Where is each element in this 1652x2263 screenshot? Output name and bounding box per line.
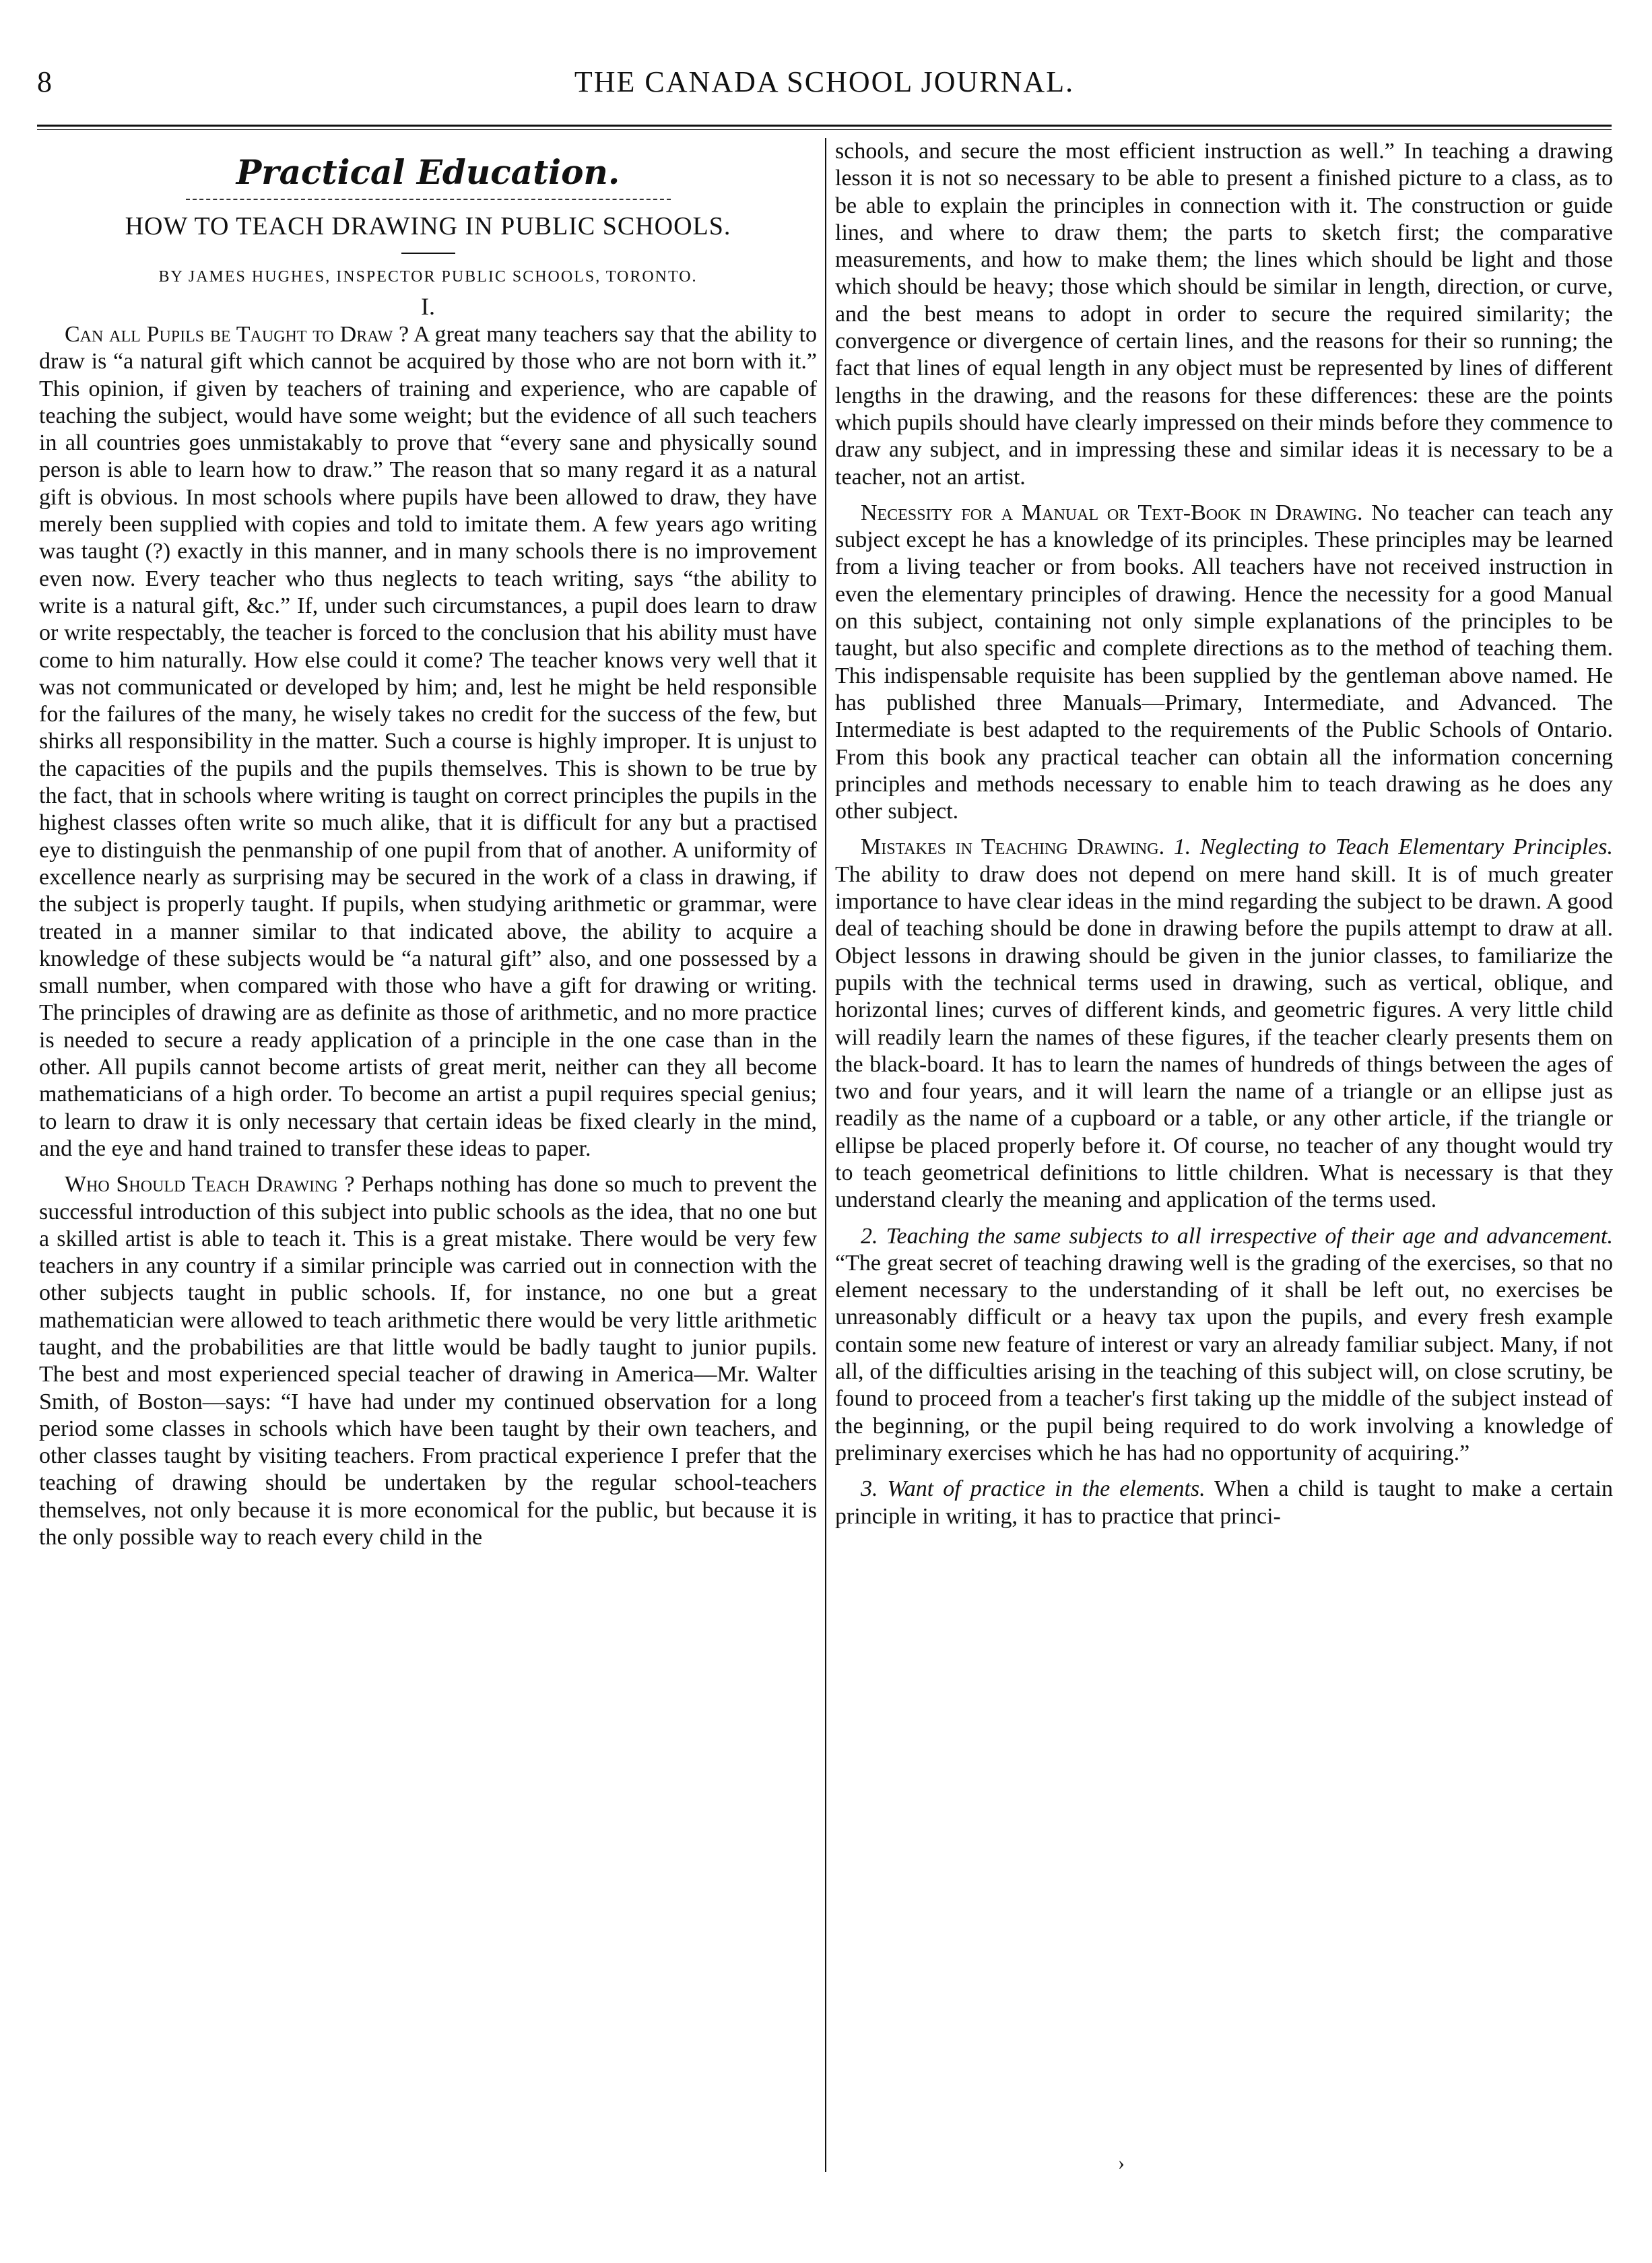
paragraph-body: “The great secret of teaching drawing well is the grading of the exercises, so that no element necessary to the understanding of it shall be left out, no exercises be unreasonably difficult or a heavy tax upon the pupils, and every fresh example contain some new feature of interest or vary an already familiar subject. Many, if not all, of the difficulties arising in the teaching of this subject will, on close scrutiny, be found to proceed from a teacher's first taking up the middle of the subject instead of the beginning, or the pupil being required to do work involving a knowledge of preliminary exercises which he has had no opportunity of acquiring.” — [835, 1250, 1613, 1466]
page-number: 8 — [37, 65, 53, 98]
paragraph-continued — [835, 138, 1613, 491]
left-column — [39, 138, 817, 1551]
journal-title: THE CANADA SCHOOL JOURNAL. — [574, 65, 1075, 98]
right-column — [835, 138, 1613, 1530]
article-part: I. — [421, 293, 435, 320]
article-title: HOW TO TEACH DRAWING IN PUBLIC SCHOOLS. — [125, 212, 731, 240]
header-rule — [37, 125, 1612, 127]
paragraph-mistakes — [835, 834, 1613, 1214]
paragraph-lead: Mistakes in Teaching Drawing. — [861, 834, 1165, 860]
paragraph-lead: Who Should Teach Drawing ? — [65, 1172, 355, 1198]
paragraph-want-of-practice — [835, 1476, 1613, 1530]
section-heading: Practical Education. — [236, 152, 620, 192]
page-header — [37, 65, 1612, 112]
print-mark: › — [1118, 2152, 1125, 2174]
article-byline: BY JAMES HUGHES, INSPECTOR PUBLIC SCHOOLS, TORONTO. — [158, 268, 698, 286]
paragraph-body: schools, and secure the most efficient instruction as well.” In teaching a drawing lesson it is not so necessary to be able to present a finished picture to a class, as to be able to explain the principles in connection with it. The construction or guide lines, and where to draw them; the parts to sketch first; the comparative measurements, and how to make them; the lines which should be light and those which should be heavy; those which should be similar in length, direction, or curve, and the best means to adopt in order to secure the required similarity; the convergence or divergence of certain lines, and the reasons for their so running; the fact that lines of equal length in any object must be represented by lines of different lengths in the drawing, and the reasons for these differences: these are the points which pupils should have clearly impressed on their minds before they commence to draw any subject, and in impressing these and similar ideas it is necessary to be a teacher, not an artist. — [835, 139, 1613, 490]
paragraph-lead: Can all Pupils be Taught to Draw ? — [65, 322, 409, 347]
paragraph-subhead: 1. Neglecting to Teach Elementary Principles. — [1164, 834, 1613, 860]
paragraph-body: A great many teachers say that the ability to draw is “a natural gift which cannot be acquired by those who are not born with it.” This opinion, if given by teachers of training and experience, who are capable of teaching the subject, would have some weight; but the evidence of all such teachers in all countries goes unmistakably to prove that “every sane and physically sound person is able to learn how to draw.” The reason that so many regard it as a natural gift is obvious. In most schools where pupils have been allowed to draw, they have merely been supplied with copies and told to imitate them. A few years ago writing was taught (?) exactly in this manner, and in many schools there is no improvement even now. Every teacher who thus neglects to teach writing, says “the ability to write is a natural gift, &c.” If, under such circumstances, a pupil does learn to draw or write respectably, the teacher is forced to the conclusion that his ability must have come to him naturally. How else could it come? The teacher knows very well that it was not communicated or developed by him; and, lest he might be held responsible for the failures of the many, he wisely takes no credit for the success of the few, but shirks all responsibility in the matter. Such a course is highly improper. It is unjust to the capacities of the pupils and the pupils themselves. This is shown to be true by the fact, that in schools where writing is taught on correct principles the pupils in the highest classes often write so much alike, that it is difficult for any but a practised eye to distinguish the penmanship of one pupil from that of another. A uniformity of excellence nearly as surprising may be secured in the work of a class in drawing, if the subject is properly taught. If pupils, when studying arithmetic or grammar, were treated in a manner similar to that indicated above, the ability to acquire a knowledge of these subjects would be “a natural gift” also, and one possessed by a small number, when compared with those who have a gift for drawing or writing. The principles of drawing are as definite as those of arithmetic, and no more practice is needed to secure a ready application of a principle in the one case than in the other. All pupils cannot become artists of great merit, neither can they all become mathematicians of a high order. To become an artist a pupil requires special genius; to learn to draw it is only necessary that certain ideas be fixed clearly in the mind, and the eye and hand trained to transfer these ideas to paper. — [39, 322, 817, 1161]
header-rule-thin — [37, 129, 1612, 130]
section-rule — [186, 199, 671, 200]
title-rule — [401, 253, 455, 254]
paragraph-body: Perhaps nothing has done so much to prevent the successful introduction of this subject into public schools as the idea, that no one but a skilled artist is able to teach it. This is a great mistake. There would be very few teachers in any country if a similar principle was carried out in connection with the other subjects taught in public schools. If, for instance, no one but a great mathematician were allowed to teach arithmetic there would be very little arithmetic taught, and the probabilities are that little would be badly taught to junior pupils. The best and most experienced special teacher of drawing in America—Mr. Walter Smith, of Boston—says: “I have had under my continued observation for a long period some classes in schools which have been taught by their own teachers, and other classes taught by visiting teachers. From practical experience I prefer that the teaching of drawing should be undertaken by the regular school-teachers themselves, not only because it is more economical for the public, but because it is the only possible way to reach every child in the — [39, 1172, 818, 1550]
paragraph-body: No teacher can teach any subject except he has a knowledge of its principles. These principles may be learned from a living teacher or from books. All teachers have not received instruction in even the elementary principles of drawing. Hence the necessity for a good Manual on this subject, containing not only simple explanations of the principles to be taught, but also specific and complete directions as to the method of teaching them. This indispensable requisite has been supplied by the gentleman above named. He has published three Manuals—Primary, Intermediate, and Advanced. The Intermediate is best adapted to the requirements of the Public Schools of Ontario. From this book any practical teacher can obtain all the information concerning principles and methods necessary to enable him to teach drawing as he does any other subject. — [835, 500, 1613, 824]
paragraph-body: When a child is taught to make a certain principle in writing, it has to practice that princi- — [835, 1476, 1613, 1529]
paragraph-same-subjects — [835, 1223, 1613, 1468]
paragraph-who-should-teach — [39, 1171, 817, 1551]
column-divider — [825, 138, 826, 2172]
paragraph-subhead: 2. Teaching the same subjects to all irrespective of their age and advancement. — [861, 1223, 1613, 1249]
paragraph-body: The ability to draw does not depend on mere hand skill. It is of much greater importance to have clear ideas in the mind regarding the subject to be drawn. A good deal of teaching should be done in drawing before the pupils attempt to draw at all. Object lessons in drawing should be given in the junior classes, to familiarize the pupils with the technical terms used in drawing, such as vertical, oblique, and horizontal lines; curves of different kinds, and geometric figures. A very little child will readily learn the names of these figures, if the teacher clearly presents them on the black-board. It has to learn the names of hundreds of things between the ages of two and four years, and it will learn the name of a triangle or an ellipse just as readily as the name of a cupboard or a table, or any other article, if the triangle or ellipse be placed properly before it. Of course, no teacher of any thought would try to teach geometrical definitions to little children. What is necessary is that they understand clearly the meaning and application of the terms used. — [835, 861, 1613, 1213]
paragraph-necessity-manual — [835, 500, 1613, 826]
paragraph-lead: Necessity for a Manual or Text-Book in Drawing. — [861, 500, 1363, 525]
paragraph-can-all-pupils — [39, 321, 817, 1162]
paragraph-subhead: 3. Want of practice in the elements. — [861, 1476, 1205, 1502]
